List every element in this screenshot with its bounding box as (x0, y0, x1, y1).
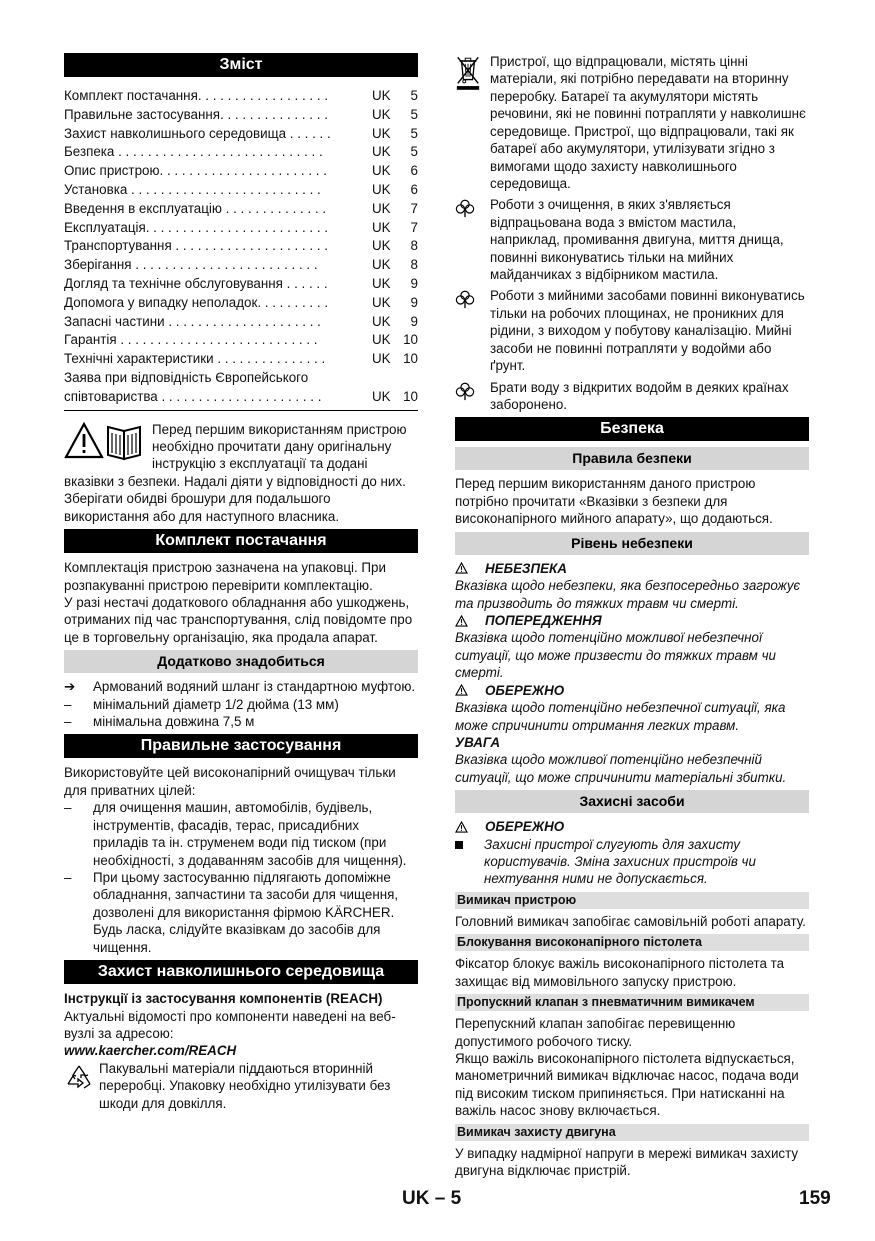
attention-text: Вказівка щодо можливої потенційно небезпечній ситуації, що може спричинити матеріальні збитки. (455, 752, 787, 785)
warning-triangle-icon (455, 562, 468, 574)
safety-rules-text: Перед першим використанням даного пристрою потрібно прочитати «Вказівки з безпеки для високонапірного мийного апарату», що додаються. (455, 476, 773, 527)
reach-title: Інструкції із застосування компонентів (REACH) (64, 991, 383, 1007)
warning-triangle-icon (455, 615, 468, 627)
detergent-note: Роботи з мийними засобами повинні виконуватись тільки на робочих площинах, не проникних для рідини, з виходом у побутову каналізацію. Мийні засоби не повинні потрапляти у водойми або ґрунт. (455, 287, 809, 374)
attention-label: УВАГА (455, 734, 501, 750)
environment-tree-icon (455, 196, 490, 283)
scope-text-1: Комплектація пристрою зазначена на упаковці. При розпакуванні пристрою перевірити комплектацію. (64, 560, 386, 593)
list-item: – для очищення машин, автомобілів, будівель, інструментів, фасадів, терас, присадибних приладів та ін. струменем води під тиском (при необхідності, з додаванням засобів для чищення). (64, 800, 407, 868)
scope-text-2: У разі нестачі додаткового обладнання або ушкоджень, отриманих під час транспортування, слід повідомте про це в торговельну організацію, яка продала апарат. (64, 594, 413, 645)
protective-caution-label: ОБЕРЕЖНО (455, 818, 809, 835)
weee-note: Пристрої, що відпрацювали, містять цінні матеріали, які потрібно передавати на вторинну переробку. Батареї та акумулятори містять речовини, які не повинні потрапляти у навколишнє середовище. Пристрої, що відпрацювали, такі як батареї або акумулятори, утилізувати згідно з вимогами щодо захисту навколишнього середовища. (455, 53, 809, 192)
danger-text: Вказівка щодо небезпеки, яка безпосередньо загрожує та призводить до тяжких травм чи смерті. (455, 578, 801, 611)
toc-item[interactable]: Заява при відповідність Європейського співтовариства . . . . . . . . . . . . . . . . . . . . . . UK 10 (64, 369, 418, 404)
toc-item[interactable]: Експлуатація. . . . . . . . . . . . . . . . . . . . . . . . . UK 7 (64, 219, 418, 235)
crossed-bin-icon (455, 53, 490, 192)
proper-use-heading: Правильне застосування (64, 734, 418, 758)
warning-triangle-icon (455, 684, 468, 696)
reach-link[interactable]: www.kaercher.com/REACH (64, 1043, 237, 1059)
lock-heading: Блокування високонапірного пістолета (455, 934, 809, 951)
oil-note: Роботи з очищення, в яких з'являється відпрацьована вода з вмістом мастила, наприклад, промивання двигуна, миття днища, повинні виконуватись тільки на мийних майданчиках з відбірником мастила. (455, 196, 809, 283)
toc-item[interactable]: Комплект постачання. . . . . . . . . . . . . . . . . . UK 5 (64, 88, 418, 103)
toc-item[interactable]: Догляд та технічне обслуговування . . . . . . UK 9 (64, 275, 418, 291)
warning-label: ПОПЕРЕДЖЕННЯ (455, 612, 809, 629)
intro-warning: Перед першим використанням пристрою необхідно прочитати дану оригінальну інструкцію з експлуатації та додані вказівки з безпеки. Надалі діяти у відповідності до них. Зберігати обидві брошури для подальшого використання або для наступного власника. (64, 421, 407, 524)
toc-list (64, 87, 418, 369)
list-item: Захисні пристрої слугують для захисту користувачів. Зміна захисних пристроїв чи нехтування ними не допускається. (455, 836, 809, 888)
safety-rules-heading: Правила безпеки (455, 447, 809, 470)
recycle-icon (64, 1060, 99, 1112)
arrow-icon: ➔ (64, 679, 76, 695)
toc-item[interactable]: Гарантія . . . . . . . . . . . . . . . . . . . . . . . . . . . UK 10 (64, 332, 418, 348)
list-item: – При цьому застосуванню підлягають допоміжне обладнання, запчастини та засоби для чищення, дозволені для використання фірмою KÄRCHER. Будь ласка, слідуйте вказівкам до засобів для чищення. (64, 869, 399, 955)
toc-item[interactable]: Установка . . . . . . . . . . . . . . . . . . . . . . . . . . UK 6 (64, 181, 418, 197)
proper-use-text: Використовуйте цей високонапірний очищувач тільки для приватних цілей: (64, 765, 396, 798)
reach-text: Актуальні відомості про компоненти наведені на веб-вузлі за адресою: (64, 1008, 396, 1041)
scope-heading: Комплект постачання (64, 529, 418, 553)
toc-item[interactable]: Опис пристрою. . . . . . . . . . . . . . . . . . . . . . . UK 6 (64, 163, 418, 179)
toc-item[interactable]: Правильне застосування. . . . . . . . . . . . . . . UK 5 (64, 106, 418, 122)
toc-item[interactable]: Зберігання . . . . . . . . . . . . . . . . . . . . . . . . . UK 8 (64, 257, 418, 273)
right-column (455, 53, 809, 1180)
toc-item[interactable]: Безпека . . . . . . . . . . . . . . . . . . . . . . . . . . . . UK 5 (64, 144, 418, 160)
water-note: Брати воду з відкритих водойм в деяких країнах заборонено. (455, 379, 809, 414)
safety-heading: Безпека (455, 417, 809, 441)
list-item: – мінімальна довжина 7,5 м (64, 714, 255, 730)
switch-text: Головний вимикач запобігає самовільній роботі апарату. (455, 913, 806, 929)
toc-item[interactable]: Запасні частини . . . . . . . . . . . . . . . . . . . . . UK 9 (64, 313, 418, 329)
square-bullet-icon (455, 836, 484, 888)
warning-read-manual-icon (64, 421, 148, 461)
footer-section: UK – 5 (402, 1188, 462, 1209)
valve-heading: Пропускний клапан з пневматичним вимикачем (455, 994, 809, 1011)
list-item: ➔ Армований водяний шланг із стандартною муфтою. (64, 679, 416, 695)
additional-heading: Додатково знадобиться (64, 650, 418, 673)
protective-devices-heading: Захисні засоби (455, 790, 809, 813)
toc-item[interactable]: Введення в експлуатацію . . . . . . . . . . . . . . UK 7 (64, 200, 418, 216)
toc-divider (64, 410, 418, 411)
recycle-note: Пакувальні матеріали піддаються вторинній переробці. Упаковку необхідно утилізувати без шкоди для довкілля. (64, 1060, 418, 1112)
valve-text-1: Перепускний клапан запобігає перевищенню допустимого робочого тиску. (455, 1016, 736, 1049)
environment-tree-icon (455, 287, 490, 374)
hazard-level-heading: Рівень небезпеки (455, 532, 809, 555)
lock-text: Фіксатор блокує важіль високонапірного пістолета та захищає від мимовільного запуску пристрою. (455, 956, 785, 989)
toc-item[interactable]: Технічні характеристики . . . . . . . . . . . . . . . UK 10 (64, 351, 418, 367)
environment-heading: Захист навколишнього середовища (64, 960, 418, 984)
warning-text: Вказівка щодо потенційно можливої небезпечної ситуації, що може призвести до тяжких травм чи смерті. (455, 630, 776, 681)
toc-heading: Зміст (64, 53, 418, 77)
footer-page-number: 159 (799, 1188, 831, 1209)
motor-protection-text: У випадку надмірної напруги в мережі вимикач захисту двигуна відключає пристрій. (455, 1145, 799, 1179)
valve-text-2: Якщо важіль високонапірного пістолета відпускається, манометричний вимикач відключає насос, подача води під високим тиском припиняється. При натисканні на важіль насос знову включається. (455, 1050, 799, 1119)
environment-tree-icon (455, 379, 490, 414)
toc-item[interactable]: Допомога у випадку неполадок. . . . . . . . . . UK 9 (64, 294, 418, 310)
toc-item[interactable]: Захист навколишнього середовища . . . . . . UK 5 (64, 125, 418, 141)
left-column (64, 53, 418, 1116)
list-item: – мінімальний діаметр 1/2 дюйма (13 мм) (64, 696, 339, 712)
motor-protection-heading: Вимикач захисту двигуна (455, 1124, 809, 1141)
switch-heading: Вимикач пристрою (455, 892, 809, 909)
danger-label: НЕБЕЗПЕКА (455, 560, 809, 577)
warning-triangle-icon (455, 821, 468, 833)
caution-text: Вказівка щодо потенційно небезпечної ситуації, яка може спричинити отримання легких травм. (455, 700, 786, 733)
toc-item[interactable]: Транспортування . . . . . . . . . . . . . . . . . . . . . UK 8 (64, 238, 418, 254)
caution-label: ОБЕРЕЖНО (455, 682, 809, 699)
